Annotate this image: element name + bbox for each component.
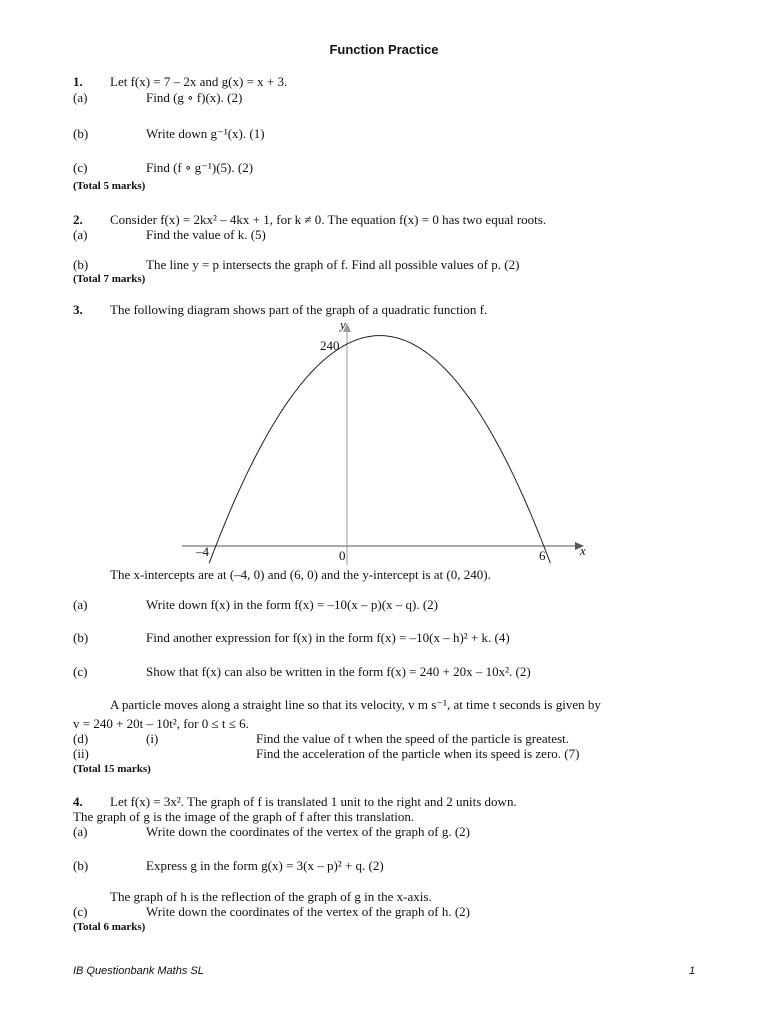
q1a-line [73,90,242,105]
q1-stem: Let f(x) = 7 – 2x and g(x) = x + 3. [110,74,288,89]
q2-stem: Consider f(x) = 2kx² – 4kx + 1, for k ≠ 0. The equation f(x) = 0 has two equal roots. [110,212,547,227]
q3c-label: (c) [73,664,88,679]
q3b-line [73,630,510,645]
q2b-text: The line y = p intersects the graph of f. Find all possible values of p. (2) [146,257,520,272]
right-root-label: 6 [539,548,546,563]
q2-number: 2. [73,212,83,227]
q4b-text: Express g in the form g(x) = 3(x – p)² + q. (2) [146,858,384,873]
q4a-label: (a) [73,824,88,839]
q3a-text: Write down f(x) in the form f(x) = –10(x – p)(x – q). (2) [146,597,439,612]
q1c-line [73,160,253,175]
y-intercept-label: 240 [320,338,340,353]
q1b-text: Write down g⁻¹(x). (1) [146,126,265,141]
q4-total: (Total 6 marks) [73,921,146,933]
q1-stem-line [73,74,287,89]
q3-stem: The following diagram shows part of the graph of a quadratic function f. [110,302,488,317]
footer-page-number: 1 [689,965,696,977]
q3d-label: (d) [73,731,89,746]
q2a-label: (a) [73,227,88,242]
q3-number: 3. [73,302,83,317]
q1b-line [73,126,265,141]
q3a-label: (a) [73,597,88,612]
q2a-line [73,227,266,242]
x-axis-label: x [580,543,586,558]
q4-reflection-line [73,889,432,904]
y-axis-label: y [340,317,346,332]
q3d-ii-line [73,746,579,761]
q3d-i-text: Find the value of t when the speed of the particle is greatest. [256,731,569,746]
q3d-i-label: (i) [146,731,159,746]
q1c-label: (c) [73,160,88,175]
q2b-line [73,257,519,272]
q1-total: (Total 5 marks) [73,180,146,192]
q4-number: 4. [73,794,83,809]
q3-intercepts-line [73,567,491,582]
footer-source: IB Questionbank Maths SL [73,965,204,977]
q3b-text: Find another expression for f(x) in the form f(x) = –10(x – h)² + k. (4) [146,630,510,645]
q4-stem2: The graph of g is the image of the graph of f after this translation. [73,809,415,824]
parabola-curve [209,336,550,564]
q2-stem-line [73,212,546,227]
quadratic-graph [170,315,600,570]
q1-number: 1. [73,74,83,89]
q4-stem-line [73,794,517,809]
q1a-label: (a) [73,90,88,105]
q1c-text: Find (f ∘ g⁻¹)(5). (2) [146,160,254,175]
q4b-label: (b) [73,858,89,873]
q4b-line [73,858,384,873]
q4a-text: Write down the coordinates of the vertex of the graph of g. (2) [146,824,471,839]
q4a-line [73,824,470,839]
q3d-ii-label: (ii) [73,746,89,761]
q3d-ii-text: Find the acceleration of the particle when its speed is zero. (7) [256,746,580,761]
q3-particle-2: v = 240 + 20t – 10t², for 0 ≤ t ≤ 6. [73,716,249,731]
q3c-text: Show that f(x) can also be written in the form f(x) = 240 + 20x – 10x². (2) [146,664,531,679]
q3-total: (Total 15 marks) [73,763,151,775]
q4c-text: Write down the coordinates of the vertex of the graph of h. (2) [146,904,471,919]
q1a-text: Find (g ∘ f)(x). (2) [146,90,243,105]
q4-reflection: The graph of h is the reflection of the graph of g in the x-axis. [110,889,432,904]
q1b-label: (b) [73,126,89,141]
q4c-line [73,904,470,919]
q3-intercepts: The x-intercepts are at (–4, 0) and (6, 0) and the y-intercept is at (0, 240). [110,567,491,582]
q3-particle-1: A particle moves along a straight line so that its velocity, v m s⁻¹, at time t seconds is given by [110,697,601,712]
q4c-label: (c) [73,904,88,919]
q3b-label: (b) [73,630,89,645]
q2a-text: Find the value of k. (5) [146,227,266,242]
q3c-line [73,664,531,679]
origin-label: 0 [339,548,346,563]
q3a-line [73,597,438,612]
q2-total: (Total 7 marks) [73,273,146,285]
page-title: Function Practice [329,42,439,57]
q4-stem: Let f(x) = 3x². The graph of f is translated 1 unit to the right and 2 units down. [110,794,517,809]
q3-particle-line-1 [73,697,601,712]
q3d-i-line [73,731,569,746]
left-root-label: –4 [196,544,209,559]
q2b-label: (b) [73,257,89,272]
